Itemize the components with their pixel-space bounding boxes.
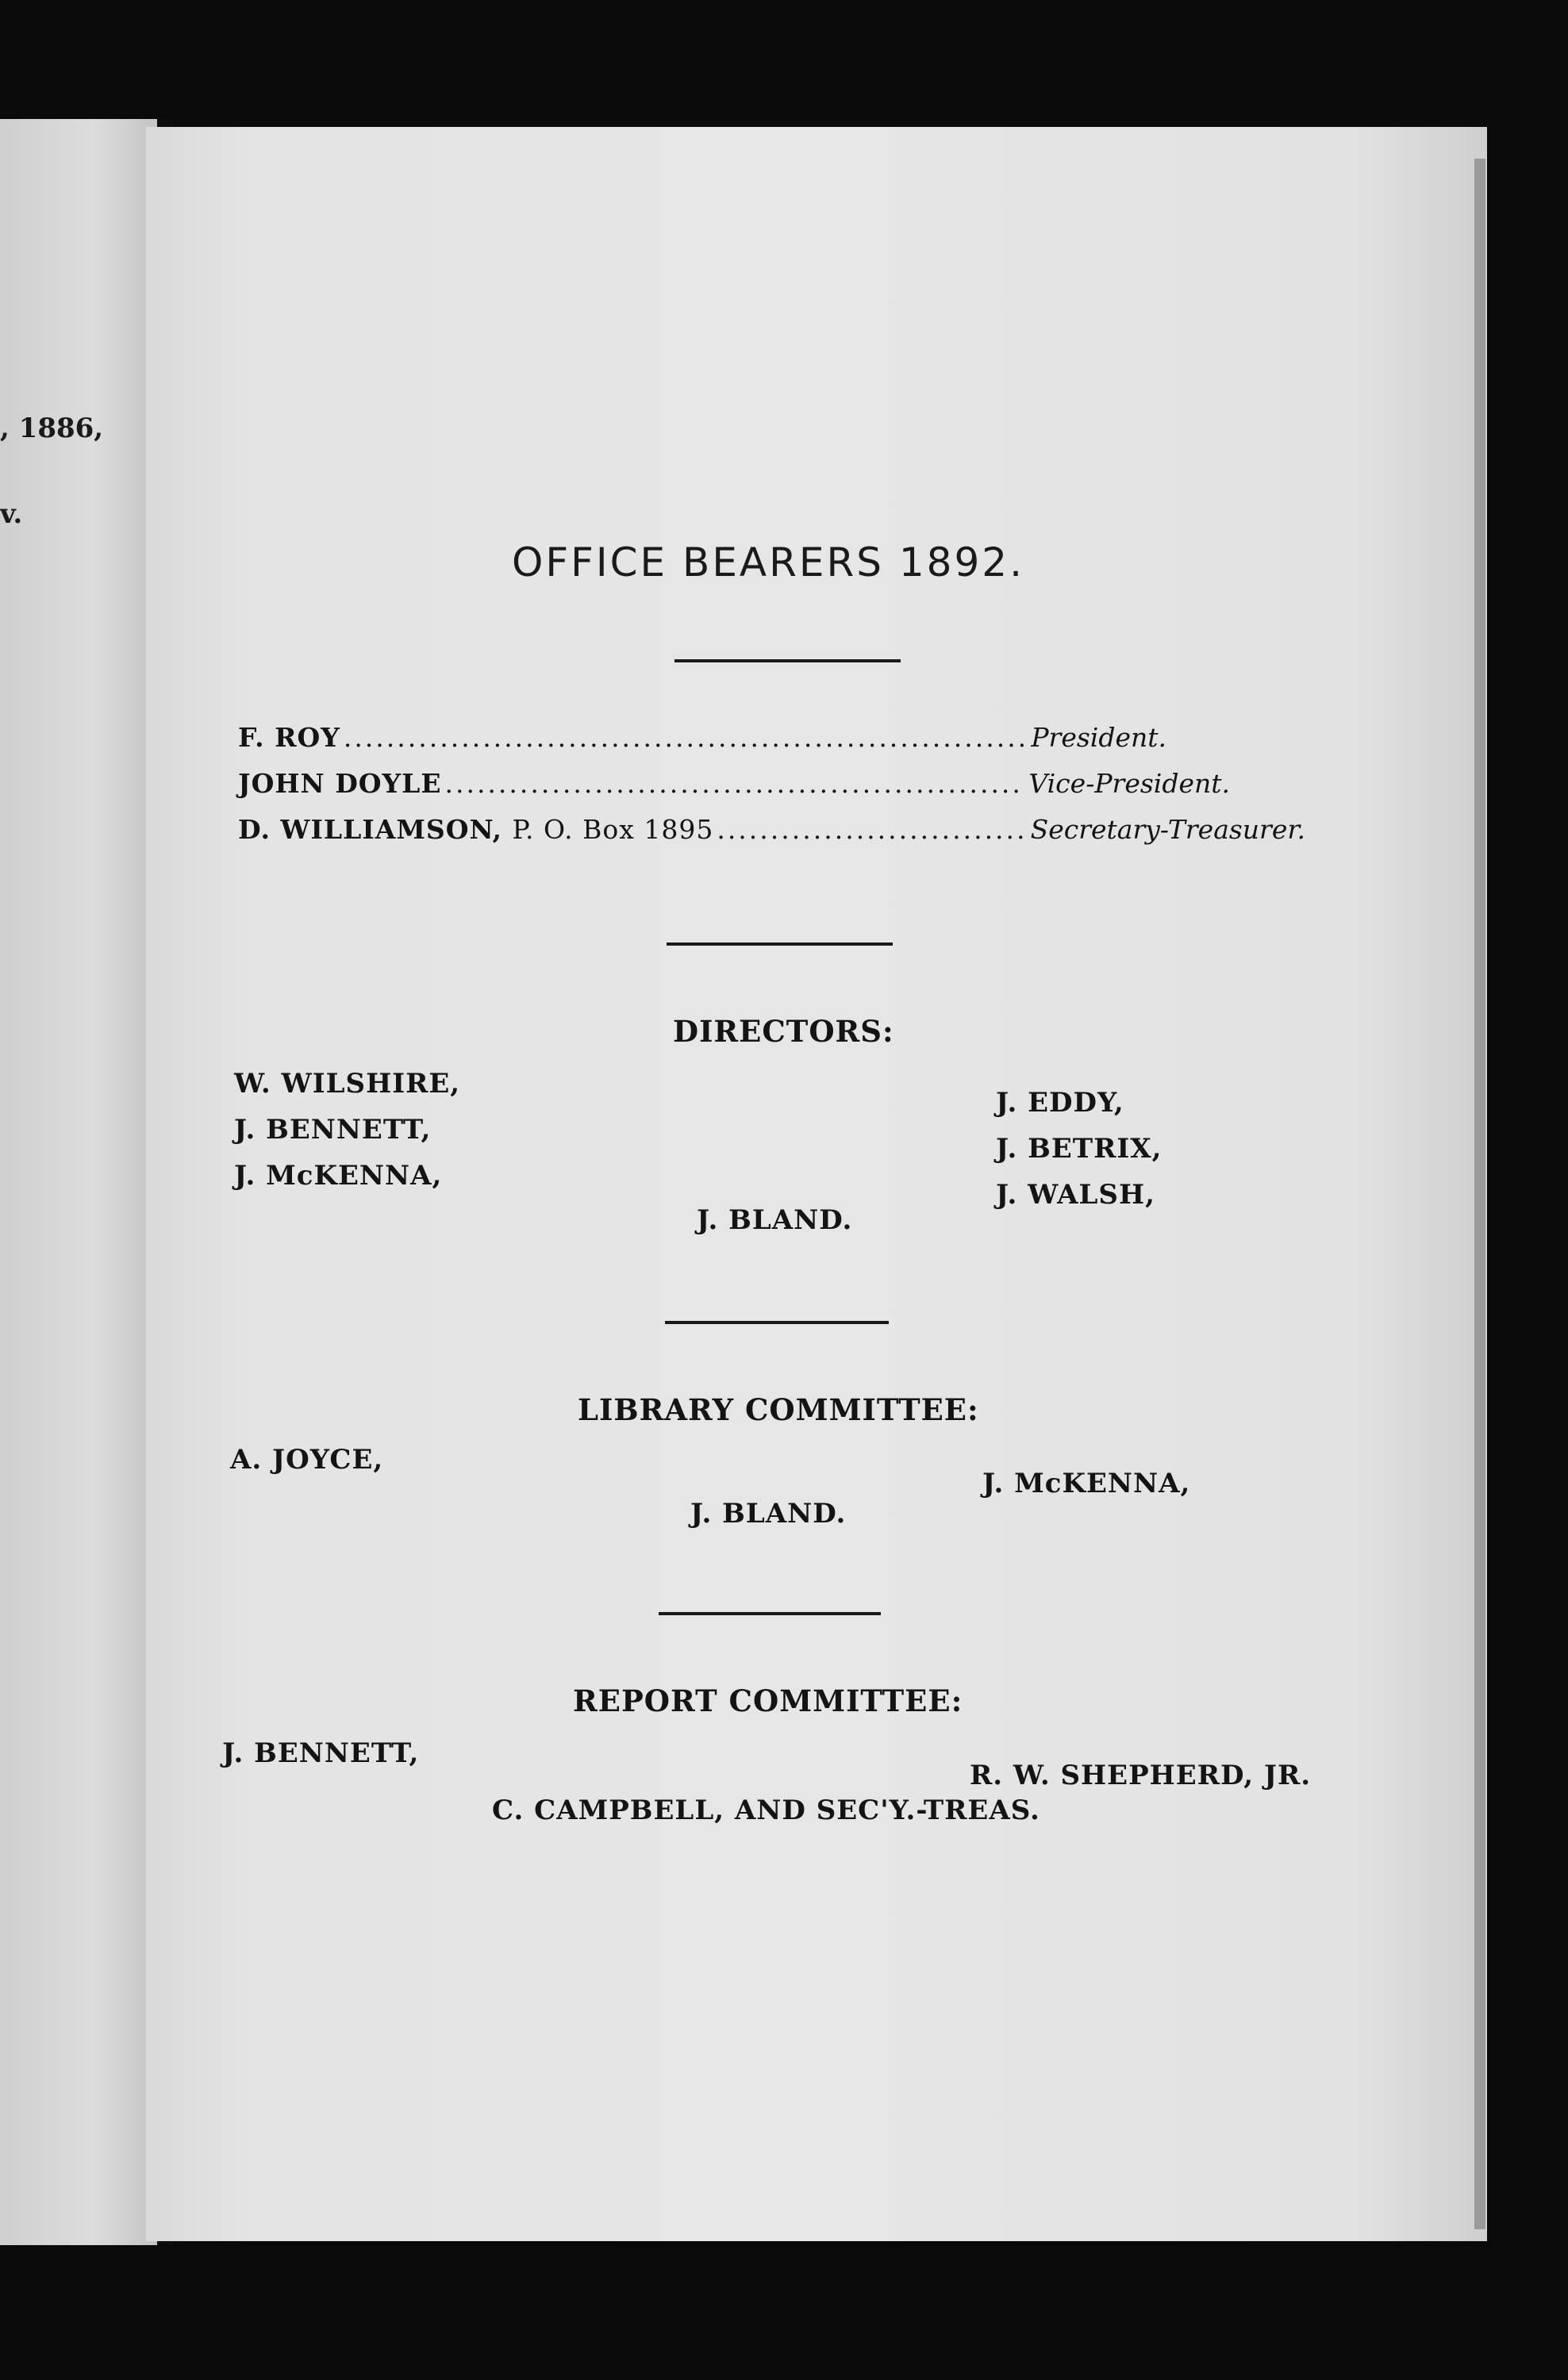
office-bearer-row: [238, 722, 1166, 753]
library-committee-heading: LIBRARY COMMITTEE:: [578, 1392, 979, 1427]
office-bearer-address: P. O. Box 1895: [512, 814, 714, 845]
leader-dots: [717, 814, 1027, 845]
report-committee-heading: REPORT COMMITTEE:: [573, 1683, 963, 1718]
office-bearer-name: F. ROY: [238, 722, 340, 753]
office-bearer-name: JOHN DOYLE: [238, 768, 442, 799]
directors-heading: DIRECTORS:: [673, 1014, 894, 1049]
library-committee-member: J. BLAND.: [690, 1498, 847, 1530]
director-name: J. BLAND.: [697, 1204, 853, 1236]
leader-dots: [344, 722, 1028, 753]
office-bearer-role: Secretary-Treasurer.: [1030, 814, 1305, 845]
left-page-text: , 1886,: [0, 413, 104, 444]
page-edge: [1474, 159, 1485, 2229]
report-committee-member: R. W. SHEPHERD, JR.: [970, 1760, 1312, 1791]
director-name: J. McKENNA,: [234, 1160, 443, 1192]
left-page-text: v.: [0, 498, 23, 530]
left-page-fragment: [0, 119, 157, 2245]
director-name: J. EDDY,: [996, 1087, 1124, 1119]
library-committee-member: A. JOYCE,: [230, 1444, 384, 1476]
divider-rule: [659, 1612, 881, 1615]
director-name: J. WALSH,: [996, 1179, 1155, 1211]
director-name: J. BETRIX,: [996, 1133, 1163, 1165]
divider-rule: [667, 942, 893, 946]
divider-rule: [665, 1321, 889, 1324]
library-committee-member: J. McKENNA,: [982, 1468, 1191, 1499]
divider-rule: [674, 659, 901, 662]
report-committee-member: C. CAMPBELL, AND SEC'Y.-TREAS.: [492, 1795, 1040, 1826]
leader-dots: [444, 768, 1025, 799]
director-name: W. WILSHIRE,: [234, 1068, 461, 1100]
office-bearer-row: [238, 814, 1305, 845]
office-bearer-role: Vice-President.: [1028, 768, 1230, 799]
office-bearer-name: [238, 814, 713, 845]
report-committee-member: J. BENNETT,: [222, 1737, 420, 1769]
director-name: J. BENNETT,: [234, 1114, 432, 1146]
office-bearer-row: [238, 768, 1230, 799]
office-bearer-role: President.: [1031, 722, 1166, 753]
page-title: OFFICE BEARERS 1892.: [512, 539, 1024, 585]
office-bearer-name-text: D. WILLIAMSON,: [238, 814, 503, 845]
